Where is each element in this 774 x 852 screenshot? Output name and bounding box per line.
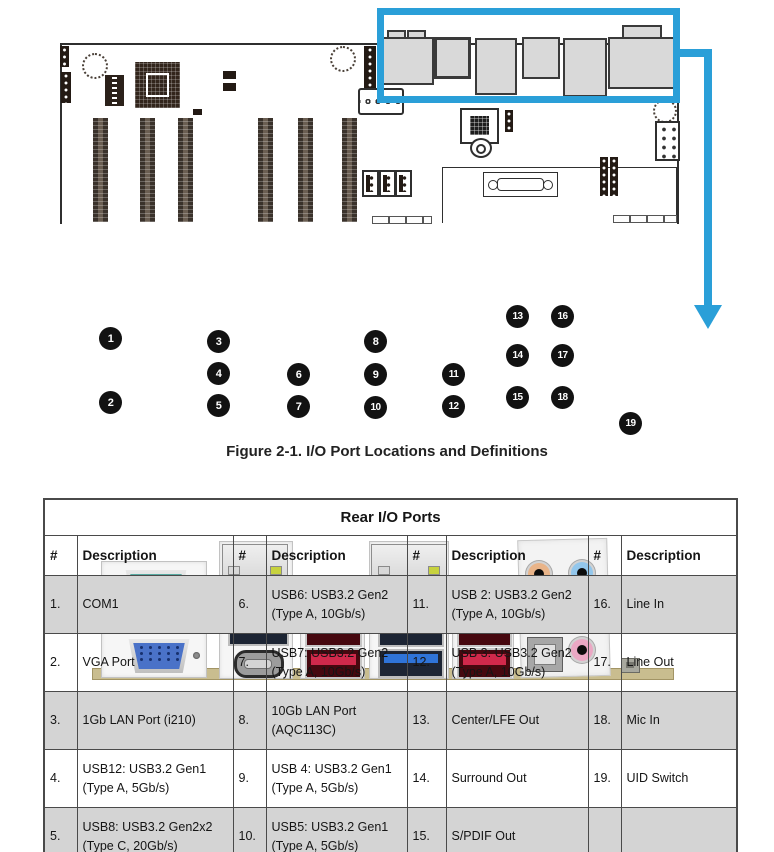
port-num: 15. <box>407 808 446 852</box>
port-desc: USB5: USB3.2 Gen1 (Type A, 5Gb/s) <box>266 808 407 852</box>
solder-pads <box>613 215 677 223</box>
pcie-slot <box>178 118 193 222</box>
port-num: 1. <box>44 576 77 634</box>
pin-header <box>60 46 69 67</box>
pcie-slot <box>342 118 357 222</box>
sata-connector <box>362 170 379 197</box>
col-header-desc: Description <box>77 536 233 576</box>
pin-header <box>600 157 608 196</box>
pcie-slot <box>93 118 108 222</box>
pin-header <box>364 46 376 94</box>
pin-header <box>505 110 513 132</box>
table-row <box>44 634 737 692</box>
port-desc: 1Gb LAN Port (i210) <box>77 692 233 750</box>
solder-pads <box>372 216 432 224</box>
fan-header <box>330 46 356 72</box>
port-num: 12. <box>407 634 446 692</box>
mount-tab <box>470 138 492 158</box>
callout-15: 15 <box>506 386 529 409</box>
port-num: 11. <box>407 576 446 634</box>
port-desc: 10Gb LAN Port (AQC113C) <box>266 692 407 750</box>
port-num: 13. <box>407 692 446 750</box>
port-num: 5. <box>44 808 77 852</box>
callout-16: 16 <box>551 305 574 328</box>
callout-1: 1 <box>99 327 122 350</box>
port-desc <box>621 808 737 852</box>
col-header-desc: Description <box>446 536 588 576</box>
callout-14: 14 <box>506 344 529 367</box>
callout-18: 18 <box>551 386 574 409</box>
connector-socket <box>105 75 124 106</box>
callout-13: 13 <box>506 305 529 328</box>
callout-6: 6 <box>287 363 310 386</box>
rear-io-table <box>43 498 738 852</box>
port-desc: Center/LFE Out <box>446 692 588 750</box>
callout-3: 3 <box>207 330 230 353</box>
pin-header <box>610 157 618 196</box>
port-desc: Line Out <box>621 634 737 692</box>
table-row <box>44 750 737 808</box>
port-num: 16. <box>588 576 621 634</box>
port-num: 7. <box>233 634 266 692</box>
port-desc: USB 2: USB3.2 Gen2 (Type A, 10Gb/s) <box>446 576 588 634</box>
table-row <box>44 576 737 634</box>
port-num: 9. <box>233 750 266 808</box>
m2-slot <box>483 172 558 197</box>
highlight-rectangle <box>377 8 680 103</box>
col-header-num: # <box>44 536 77 576</box>
port-num: 4. <box>44 750 77 808</box>
sata-connector <box>379 170 396 197</box>
port-num: 6. <box>233 576 266 634</box>
col-header-desc: Description <box>621 536 737 576</box>
col-header-num: # <box>588 536 621 576</box>
small-chip <box>223 71 236 79</box>
table-row <box>44 808 737 852</box>
port-desc: VGA Port <box>77 634 233 692</box>
port-desc: Line In <box>621 576 737 634</box>
power-header-2x4 <box>655 121 680 161</box>
port-num: 3. <box>44 692 77 750</box>
callout-9: 9 <box>364 363 387 386</box>
port-desc: Mic In <box>621 692 737 750</box>
port-desc: S/PDIF Out <box>446 808 588 852</box>
rear-io-photo <box>0 260 774 440</box>
table-title: Rear I/O Ports <box>44 499 737 536</box>
port-num: 14. <box>407 750 446 808</box>
port-desc: USB6: USB3.2 Gen2 (Type A, 10Gb/s) <box>266 576 407 634</box>
port-num: 10. <box>233 808 266 852</box>
callout-5: 5 <box>207 394 230 417</box>
port-desc: Surround Out <box>446 750 588 808</box>
callout-4: 4 <box>207 362 230 385</box>
port-desc: USB7: USB3.2 Gen2 (Type A, 10Gb/s) <box>266 634 407 692</box>
callout-8: 8 <box>364 330 387 353</box>
chipset-bga <box>135 62 180 108</box>
port-desc: USB 3: USB3.2 Gen2 (Type A, 10Gb/s) <box>446 634 588 692</box>
port-desc: COM1 <box>77 576 233 634</box>
col-header-desc: Description <box>266 536 407 576</box>
small-chip <box>223 83 236 91</box>
port-desc: USB12: USB3.2 Gen1 (Type A, 5Gb/s) <box>77 750 233 808</box>
port-num: 18. <box>588 692 621 750</box>
figure-caption: Figure 2-1. I/O Port Locations and Definitions <box>226 443 548 460</box>
callout-10: 10 <box>364 396 387 419</box>
motherboard-diagram <box>0 0 774 240</box>
table-row <box>44 692 737 750</box>
port-desc: USB 4: USB3.2 Gen1 (Type A, 5Gb/s) <box>266 750 407 808</box>
pcie-slot <box>258 118 273 222</box>
port-desc: UID Switch <box>621 750 737 808</box>
col-header-num: # <box>233 536 266 576</box>
callout-17: 17 <box>551 344 574 367</box>
port-num: 8. <box>233 692 266 750</box>
port-num: 19. <box>588 750 621 808</box>
pin-header <box>61 72 71 103</box>
pcie-slot <box>298 118 313 222</box>
pcie-slot <box>140 118 155 222</box>
callout-11: 11 <box>442 363 465 386</box>
port-num: 2. <box>44 634 77 692</box>
table-header-row <box>44 536 737 576</box>
port-num: 17. <box>588 634 621 692</box>
callout-19: 19 <box>619 412 642 435</box>
sata-connector <box>395 170 412 197</box>
callout-12: 12 <box>442 395 465 418</box>
small-chip <box>193 109 202 115</box>
callout-2: 2 <box>99 391 122 414</box>
col-header-num: # <box>407 536 446 576</box>
callout-7: 7 <box>287 395 310 418</box>
port-desc: USB8: USB3.2 Gen2x2 (Type C, 20Gb/s) <box>77 808 233 852</box>
port-num <box>588 808 621 852</box>
